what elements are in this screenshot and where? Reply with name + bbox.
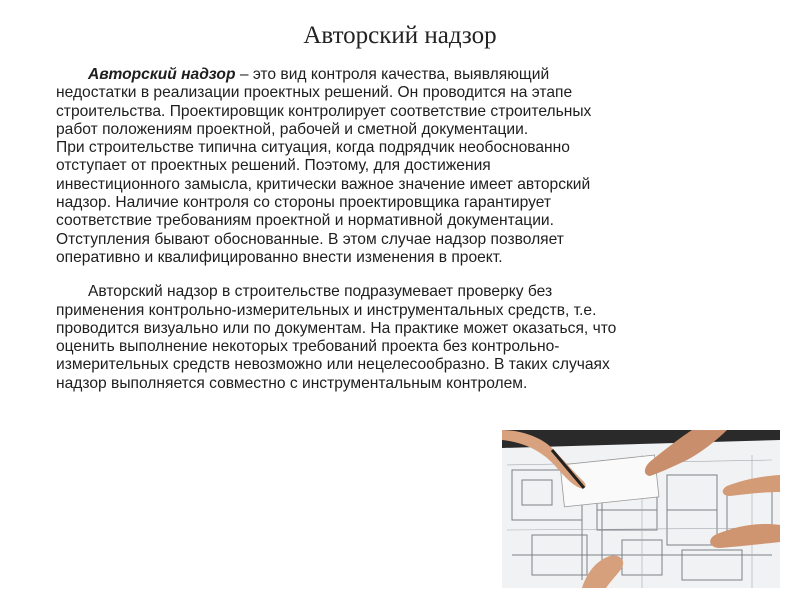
paragraph-1-line: недостатки в реализации проектных решений. Он проводится на этапе [56,84,573,102]
blueprint-photo [502,430,780,588]
paragraph-1-line-1 [56,66,768,84]
paragraph-1-line: инвестиционного замысла, критически важное значение имеет авторский [56,175,591,193]
paragraph-1-line: оперативно и квалифицированно внести изменения в проект. [56,248,503,266]
paragraph-2-line: оценить выполнение некоторых требований проекта без контрольно- [56,338,560,356]
paragraph-2-line: измерительных средств невозможно или нецелесообразно. В таких случаях [56,356,610,374]
paragraph-1-line: соответствие требованиям проектной и нормативной документации. [56,212,554,230]
paragraph-2-line: надзор выполняется совместно с инструментальным контролем. [56,374,528,392]
slide-body [56,66,768,393]
blueprint-hands-illustration [502,430,780,588]
paragraph-gap [56,267,768,283]
paragraph-1-line: строительства. Проектировщик контролирует соответствие строительных [56,102,592,120]
slide-title: Авторский надзор [303,22,497,49]
paragraph-1-line: отступает от проектных решений. Поэтому, для достижения [56,157,491,175]
paragraph-2-line: Авторский надзор в строительстве подразумевает проверку без [88,283,553,301]
paragraph-2-line: проводится визуально или по документам. На практике может оказаться, что [56,319,617,337]
paragraph-1-line: работ положениям проектной, рабочей и сметной документации. [56,120,529,138]
paragraph-1-line-1-rest: – это вид контроля качества, выявляющий [235,66,550,83]
paragraph-1-line: При строительстве типична ситуация, когда подрядчик необоснованно [56,139,570,157]
paragraph-1-line: Отступления бывают обоснованные. В этом случае надзор позволяет [56,230,564,248]
term-bold-italic: Авторский надзор [88,66,236,83]
paragraph-1-line: надзор. Наличие контроля со стороны проектировщика гарантирует [56,194,552,212]
paragraph-2-line: применения контрольно-измерительных и инструментальных средств, т.е. [56,301,597,319]
